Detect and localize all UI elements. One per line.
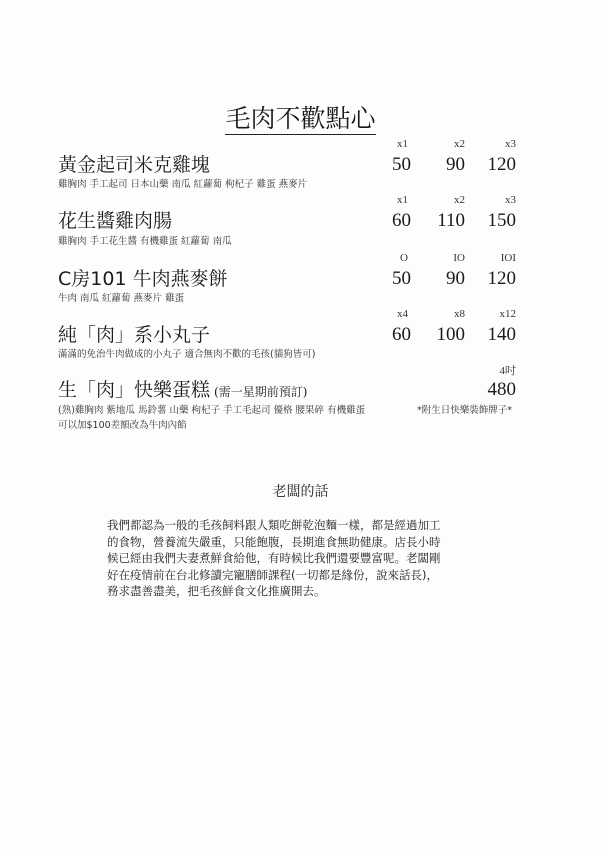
quantity-label: x3 (505, 138, 516, 150)
price: 110 (437, 210, 465, 231)
price: 50 (392, 154, 411, 175)
item-description: 牛肉 南瓜 紅蘿蔔 燕麥片 雞蛋 (58, 293, 185, 304)
quantity-label: x3 (505, 194, 516, 206)
item-name: 花生醬雞肉腸 (58, 210, 173, 232)
price: 60 (392, 210, 411, 231)
price: 480 (487, 379, 516, 400)
price: 60 (392, 324, 411, 345)
item-name-text: 生「肉」快樂蛋糕 (58, 379, 211, 401)
quantity-label: x1 (397, 194, 408, 206)
quantity-label: IOI (500, 252, 516, 264)
decoration-note: *附生日快樂裝飾牌子* (417, 405, 513, 416)
owner-message-title: 老闆的話 (272, 484, 329, 500)
price: 100 (436, 324, 465, 345)
owner-message-line: 候已經由我們夫妻煮鮮食給他，有時候比我們還要豐富呢。老闆剛 (107, 551, 441, 565)
quantity-label: x2 (454, 194, 465, 206)
size-label: 4吋 (499, 365, 516, 377)
price: 120 (487, 268, 516, 289)
quantity-label: x8 (454, 308, 465, 320)
item-name: 純「肉」系小丸子 (58, 324, 211, 346)
price: 90 (446, 268, 465, 289)
price: 90 (446, 154, 465, 175)
owner-message-line: 好在疫情前在台北修讀完寵膳師課程(一切都是緣份，說來話長)， (107, 567, 438, 582)
price: 120 (487, 154, 516, 175)
price: 150 (487, 210, 516, 231)
quantity-label: x4 (397, 308, 408, 320)
item-description: (熟)雞胸肉 紫地瓜 馬鈴薯 山藥 枸杞子 手工毛起司 優格 腰果碎 有機雞蛋 (58, 405, 366, 416)
owner-message-line: 的食物，營養流失嚴重，只能飽腹，長期進食無助健康。店長小時 (107, 534, 441, 549)
quantity-label: IO (453, 252, 465, 264)
item-description: 雞胸肉 手工花生醬 有機雞蛋 紅蘿蔔 南瓜 (58, 236, 232, 247)
quantity-label: O (400, 252, 408, 264)
item-extra-description: 可以加$100差額改為牛肉內餡 (58, 420, 187, 431)
item-description: 滿滿的免治牛肉做成的小丸子 適合無肉不歡的毛孩(貓狗皆可) (58, 349, 316, 360)
preorder-note: (需一星期前預訂) (214, 385, 308, 399)
quantity-label: x12 (499, 308, 516, 320)
quantity-label: x1 (397, 138, 408, 150)
item-name: 黃金起司米克雞塊 (58, 154, 211, 176)
item-description: 雞胸肉 手工起司 日本山藥 南瓜 紅蘿蔔 枸杞子 雞蛋 燕麥片 (58, 179, 308, 190)
quantity-label: x2 (454, 138, 465, 150)
menu-title (0, 104, 601, 134)
item-name: C房101 牛肉燕麥餅 (58, 268, 228, 290)
price: 50 (392, 268, 411, 289)
price: 140 (487, 324, 516, 345)
item-name (58, 379, 307, 403)
menu-title-text: 毛肉不歡點心 (225, 104, 376, 133)
owner-message-line: 我們都認為一般的毛孩飼料跟人類吃餅乾泡麵一樣，都是經過加工 (107, 518, 441, 532)
owner-message-line: 務求盡善盡美，把毛孩鮮食文化推廣開去。 (107, 584, 326, 598)
owner-message-body (107, 517, 487, 600)
